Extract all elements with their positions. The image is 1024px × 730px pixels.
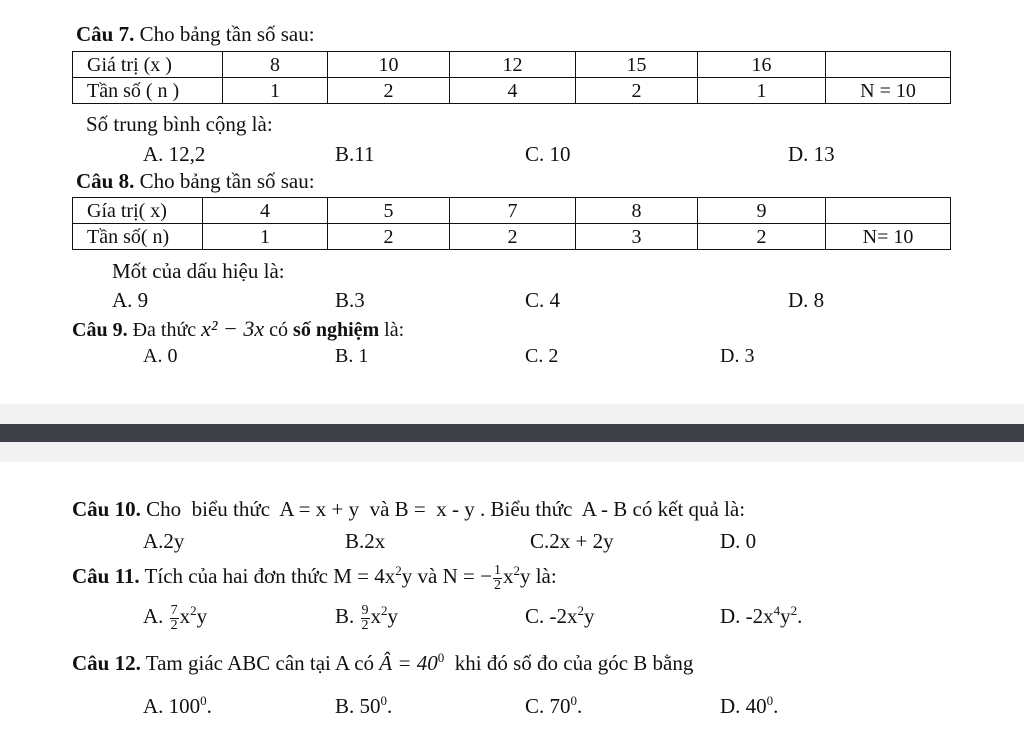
q9-expression: x² − 3x bbox=[201, 316, 265, 341]
q7-option-b: B.11 bbox=[335, 142, 375, 166]
q11-opt-a-den: 2 bbox=[170, 617, 178, 633]
q11-text-b: y và N = − bbox=[401, 564, 492, 588]
q12-option-b: B. $50^0$. bbox=[335, 693, 393, 718]
q10-option-a: A.2y bbox=[143, 529, 185, 553]
q9-text-c: là: bbox=[379, 319, 405, 341]
q7-cell: 15 bbox=[576, 52, 698, 78]
q7-cell: N = 10 bbox=[826, 78, 951, 104]
q12-title: Câu 12. bbox=[72, 651, 141, 675]
q11-opt-b-num: 9 bbox=[361, 602, 369, 618]
q8-row-values bbox=[73, 198, 951, 224]
q8-cell: 2 bbox=[450, 224, 576, 250]
q12-text-b: khi đó số đo của góc B bằng bbox=[444, 651, 694, 675]
page-separator bbox=[0, 424, 1024, 442]
q7-title: Câu 7. bbox=[76, 22, 135, 46]
page-gap-bottom bbox=[0, 442, 1024, 462]
q8-row-frequency bbox=[73, 224, 951, 250]
q12-option-d: D. $40^0$. bbox=[720, 693, 779, 718]
q8-heading bbox=[76, 171, 315, 192]
q8-question: Mốt của dấu hiệu là: bbox=[112, 259, 285, 283]
q12-opt-d-text: D. 40 bbox=[720, 694, 767, 718]
q7-cell: 1 bbox=[698, 78, 826, 104]
q11-opt-c-exp: 2 bbox=[577, 603, 584, 618]
q8-title: Câu 8. bbox=[76, 169, 135, 193]
q11-opt-b-den: 2 bbox=[361, 617, 369, 633]
q11-opt-d-exp2: 2 bbox=[790, 603, 798, 618]
q11-exp: 2 bbox=[395, 563, 402, 578]
q11-opt-c-y: y bbox=[584, 604, 595, 628]
q9-option-c: C. 2 bbox=[525, 345, 559, 367]
q9-text-a: Đa thức bbox=[127, 319, 202, 341]
q12-opt-a-text: A. 100 bbox=[143, 694, 201, 718]
q10-option-c: C.2x + 2y bbox=[530, 529, 614, 553]
q11-fraction bbox=[493, 564, 502, 593]
q8-cell: 5 bbox=[328, 198, 450, 224]
q11-opt-a-label: A. bbox=[143, 604, 164, 628]
q8-table bbox=[72, 197, 951, 250]
q7-cell: 2 bbox=[576, 78, 698, 104]
q12-opt-c-text: C. 70 bbox=[525, 694, 571, 718]
q7-text: Cho bảng tần số sau: bbox=[134, 22, 315, 46]
q7-option-a: A. 12,2 bbox=[143, 142, 206, 166]
q9-title: Câu 9. bbox=[72, 319, 128, 341]
q7-cell: 4 bbox=[450, 78, 576, 104]
q10-text: Cho biểu thức A = x + y và B = x - y . Biểu thức A - B có kết quả là: bbox=[140, 497, 746, 521]
q11-opt-d-text: D. -2x bbox=[720, 604, 774, 628]
q11-opt-b-label: B. bbox=[335, 604, 355, 628]
q11-title: Câu 11. bbox=[72, 564, 140, 588]
q12-opt-d-exp: 0 bbox=[766, 693, 774, 708]
q8-option-a: A. 9 bbox=[112, 288, 149, 312]
q8-cell: N= 10 bbox=[826, 224, 951, 250]
q12-text-a: Tam giác ABC cân tại A có bbox=[140, 651, 380, 675]
q11-exp: 2 bbox=[513, 563, 520, 578]
q11-heading bbox=[72, 561, 557, 593]
q7-table bbox=[72, 51, 951, 104]
q7-question: Số trung bình cộng là: bbox=[86, 112, 273, 136]
q11-opt-d-period: . bbox=[797, 604, 803, 628]
page-gap-top bbox=[0, 404, 1024, 424]
q11-opt-a-exp: 2 bbox=[190, 603, 197, 618]
q11-opt-a-num: 7 bbox=[170, 602, 178, 618]
q9-bold: số nghiệm bbox=[293, 319, 380, 341]
q7-cell: 12 bbox=[450, 52, 576, 78]
q8-option-d: D. 8 bbox=[788, 288, 825, 312]
q9-text-b: có bbox=[264, 319, 294, 341]
q12-expression: Â = 40 bbox=[379, 651, 438, 675]
q12-exp: 0 bbox=[437, 650, 445, 665]
q10-option-b: B.2x bbox=[345, 529, 386, 553]
q8-cell: 2 bbox=[698, 224, 826, 250]
q8-row1-label: Gía trị( x) bbox=[73, 198, 203, 224]
q8-cell: 1 bbox=[203, 224, 328, 250]
q11-text-c: x bbox=[502, 564, 514, 588]
q12-opt-b-exp: 0 bbox=[380, 693, 388, 708]
q8-text: Cho bảng tần số sau: bbox=[134, 169, 315, 193]
q11-opt-d-exp4: 4 bbox=[773, 603, 781, 618]
q8-option-c: C. 4 bbox=[525, 288, 561, 312]
q11-text-a: Tích của hai đơn thức M = 4x bbox=[139, 564, 396, 588]
q11-opt-d-y: y bbox=[780, 604, 791, 628]
q11-option-a bbox=[143, 600, 207, 633]
q8-cell: 3 bbox=[576, 224, 698, 250]
q12-opt-b-text: B. 50 bbox=[335, 694, 381, 718]
q11-opt-a-x: x bbox=[179, 604, 191, 628]
q9-option-b: B. 1 bbox=[335, 345, 369, 367]
q9-option-a: A. 0 bbox=[143, 345, 178, 367]
q9-option-d: D. 3 bbox=[720, 345, 755, 367]
q7-row2-label: Tần số ( n ) bbox=[73, 78, 223, 104]
q8-cell bbox=[826, 198, 951, 224]
q8-option-b: B.3 bbox=[335, 288, 365, 312]
q11-option-b bbox=[335, 600, 398, 633]
q8-cell: 9 bbox=[698, 198, 826, 224]
q7-row-frequency bbox=[73, 78, 951, 104]
q11-opt-b-exp: 2 bbox=[381, 603, 388, 618]
q8-cell: 7 bbox=[450, 198, 576, 224]
q8-cell: 8 bbox=[576, 198, 698, 224]
q7-option-c: C. 10 bbox=[525, 142, 571, 166]
q7-option-d: D. 13 bbox=[788, 142, 835, 166]
q7-cell bbox=[826, 52, 951, 78]
q11-text-d: y là: bbox=[519, 564, 557, 588]
q11-frac-den: 2 bbox=[493, 577, 501, 593]
q12-opt-c-exp: 0 bbox=[570, 693, 578, 708]
q11-option-c bbox=[525, 603, 595, 628]
q7-cell: 1 bbox=[223, 78, 328, 104]
q7-cell: 10 bbox=[328, 52, 450, 78]
q11-frac-num: 1 bbox=[493, 562, 501, 578]
q11-opt-a-y: y bbox=[196, 604, 208, 628]
q9-heading bbox=[72, 318, 404, 340]
q10-option-d: D. 0 bbox=[720, 529, 757, 553]
q8-cell: 2 bbox=[328, 224, 450, 250]
q12-opt-a-exp: 0 bbox=[200, 693, 207, 708]
q7-row1-label: Giá trị (x ) bbox=[73, 52, 223, 78]
q10-heading bbox=[72, 499, 745, 520]
q11-opt-b-y: y bbox=[387, 604, 399, 628]
q7-heading bbox=[76, 24, 315, 45]
q11-opt-b-x: x bbox=[370, 604, 382, 628]
q11-opt-c-text: C. -2x bbox=[525, 604, 578, 628]
q7-cell: 2 bbox=[328, 78, 450, 104]
q7-row-values bbox=[73, 52, 951, 78]
q7-cell: 8 bbox=[223, 52, 328, 78]
q11-option-d bbox=[720, 603, 803, 628]
q8-cell: 4 bbox=[203, 198, 328, 224]
q12-option-c: C. $70^0$. bbox=[525, 693, 583, 718]
q12-option-a: A. $100^0$. bbox=[143, 693, 212, 718]
q11-opt-a-fraction bbox=[170, 604, 179, 633]
q11-opt-b-fraction bbox=[361, 604, 370, 633]
q8-row2-label: Tần số( n) bbox=[73, 224, 203, 250]
q10-title: Câu 10. bbox=[72, 497, 141, 521]
q12-heading bbox=[72, 650, 694, 675]
q7-cell: 16 bbox=[698, 52, 826, 78]
